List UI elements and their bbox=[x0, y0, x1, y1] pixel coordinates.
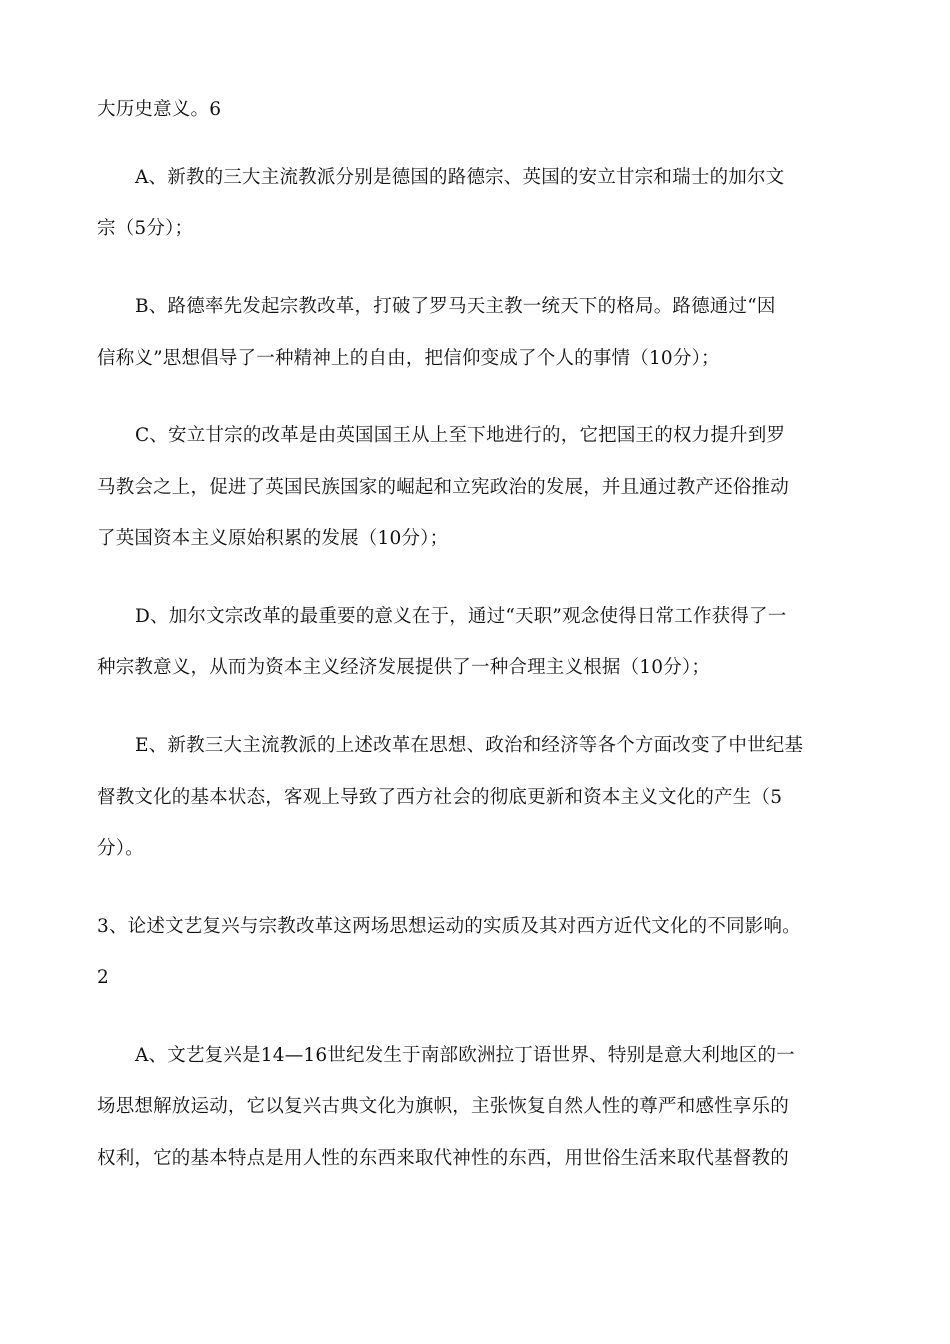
text-line: B、路德率先发起宗教改革，打破了罗马天主教一统天下的格局。路德通过“因 bbox=[135, 296, 776, 317]
text-line: 权利，它的基本特点是用人性的东西来取代神性的东西，用世俗生活来取代基督教的 bbox=[97, 1148, 789, 1169]
text-line: 信称义”思想倡导了一种精神上的自由，把信仰变成了个人的事情（10分）； bbox=[97, 348, 720, 369]
text-line: 分）。 bbox=[97, 838, 144, 859]
text-line: 督教文化的基本状态，客观上导致了西方社会的彻底更新和资本主义文化的产生（5 bbox=[97, 787, 783, 808]
text-line: A、文艺复兴是14—16世纪发生于南部欧洲拉丁语世界、特别是意大利地区的一 bbox=[135, 1045, 795, 1066]
text-line: 场思想解放运动，它以复兴古典文化为旗帜，主张恢复自然人性的尊严和感性享乐的 bbox=[97, 1096, 789, 1117]
text-line: E、新教三大主流教派的上述改革在思想、政治和经济等各个方面改变了中世纪基 bbox=[135, 735, 804, 756]
text-line: 宗（5分）； bbox=[97, 218, 194, 239]
text-line: C、安立甘宗的改革是由英国国王从上至下地进行的，它把国王的权力提升到罗 bbox=[135, 425, 786, 446]
text-line: 了英国资本主义原始积累的发展（10分）； bbox=[97, 528, 449, 549]
text-line: D、加尔文宗改革的最重要的意义在于，通过“天职”观念使得日常工作获得了一 bbox=[135, 606, 787, 627]
text-line: A、新教的三大主流教派分别是德国的路德宗、英国的安立甘宗和瑞士的加尔文 bbox=[135, 167, 785, 188]
text-line: 马教会之上，促进了英国民族国家的崛起和立宪政治的发展，并且通过教产还俗推动 bbox=[97, 477, 789, 498]
text-line: 种宗教意义，从而为资本主义经济发展提供了一种合理主义根据（10分）； bbox=[97, 657, 711, 678]
question-line: 3、论述文艺复兴与宗教改革这两场思想运动的实质及其对西方近代文化的不同影响。 bbox=[97, 916, 801, 937]
text-line: 大历史意义。6 bbox=[97, 99, 222, 120]
text-line: 2 bbox=[97, 967, 109, 988]
